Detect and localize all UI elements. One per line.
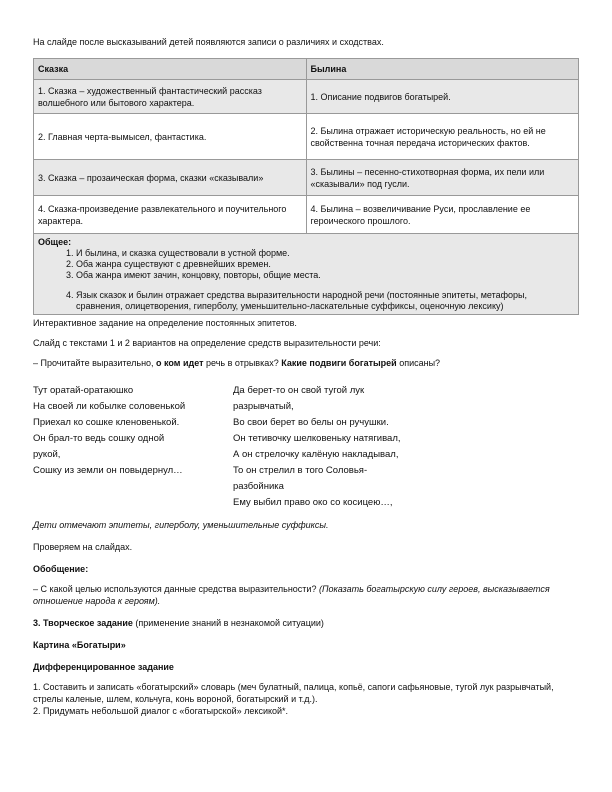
verse-line: Он брал-то ведь сошку одной	[33, 433, 165, 444]
verse-right	[233, 383, 453, 511]
table-row-common	[34, 234, 579, 315]
question-part: – Прочитайте выразительно,	[33, 358, 157, 368]
table-row	[34, 80, 579, 114]
table-cell: 2. Главная черта-вымысел, фантастика.	[34, 114, 307, 160]
verse-line: разрывчатый,	[233, 401, 294, 412]
header-bylina: Былина	[306, 59, 579, 80]
creative-rest: (применение знаний в незнакомой ситуации)	[132, 618, 324, 628]
table-row	[34, 196, 579, 234]
diff-task-title: Дифференцированное задание	[33, 662, 174, 672]
task1-text: Интерактивное задание на определение постоянных эпитетов.	[33, 318, 297, 328]
comparison-table	[33, 58, 579, 315]
creative-task	[33, 617, 579, 629]
table-cell: 4. Былина – возвеличивание Руси, прославление ее героического прошлого.	[306, 196, 579, 234]
question-bold: Какие подвиги богатырей	[281, 358, 397, 368]
table-cell: 1. Сказка – художественный фантастический рассказ волшебного или бытового характера.	[34, 80, 307, 114]
table-cell: 3. Былины – песенно-стихотворная форма, их пели или «сказывали» под гусли.	[306, 160, 579, 196]
list-item: 4. Язык сказок и былин отражает средства выразительности народной речи (постоянные эпитеты, метафоры, сравнения, олицетворения, гиперболу, уменьшительно-ласкательные суффиксы, оценочную лексику)	[76, 290, 574, 312]
verse-line: Он тетивочку шелковеньку натягивал,	[233, 433, 401, 444]
question-part: речь в отрывках?	[203, 358, 282, 368]
summary-answer: (Показать богатырскую силу героев, высказывается отношение народа к героям).	[33, 584, 550, 606]
table-header-row	[34, 59, 579, 80]
table-cell: 2. Былина отражает историческую реальность, но ей не свойственна точная передача исторических фактов.	[306, 114, 579, 160]
picture-title: Картина «Богатыри»	[33, 640, 126, 650]
verse-line: Да берет-то он свой тугой лук	[233, 385, 365, 396]
table-cell: 4. Сказка-произведение развлекательного и поучительного характера.	[34, 196, 307, 234]
summary-question: – С какой целью используются данные средства выразительности?	[33, 584, 319, 594]
question-part: описаны?	[396, 358, 441, 368]
task-item-1: 1. Составить и записать «богатырский» словарь (меч булатный, палица, копьё, сапоги сафьяновые, тугой лук разрывчатый, стрелы каленые, шлем, кольчуга, конь вороной, богатырский и т.д.).	[33, 682, 554, 704]
summary-title: Обобщение:	[33, 564, 89, 574]
creative-bold: 3. Творческое задание	[33, 618, 133, 628]
verse-block	[33, 383, 579, 511]
verse-line: Сошку из земли он повыдернул…	[33, 465, 183, 476]
table-row	[34, 160, 579, 196]
verse-line: А он стрелочку калёную накладывал,	[233, 449, 399, 460]
slide-text: Слайд с текстами 1 и 2 вариантов на определение средств выразительности речи:	[33, 338, 381, 348]
task-item-2: 2. Придумать небольшой диалог с «богатырской» лексикой*.	[33, 706, 289, 716]
verse-line: На своей ли кобылке соловенькой	[33, 401, 186, 412]
list-item: 2. Оба жанра существуют с древнейших времен.	[76, 259, 574, 270]
verse-line: То он стрелил в того Соловья-	[233, 465, 368, 476]
question-text	[33, 357, 579, 369]
summary-text	[33, 583, 579, 607]
common-list	[38, 248, 574, 312]
list-item: 3. Оба жанра имеют зачин, концовку, повторы, общие места.	[76, 270, 574, 281]
common-cell	[34, 234, 579, 315]
intro-text: На слайде после высказываний детей появляются записи о различиях и сходствах.	[33, 37, 384, 47]
verse-line: рукой,	[33, 449, 61, 460]
table-cell: 1. Описание подвигов богатырей.	[306, 80, 579, 114]
table-cell: 3. Сказка – прозаическая форма, сказки «сказывали»	[34, 160, 307, 196]
header-skazka: Сказка	[34, 59, 307, 80]
verse-left	[33, 383, 233, 511]
verse-line: разбойника	[233, 481, 284, 492]
verse-line: Приехал ко сошке кленовенькой.	[33, 417, 180, 428]
verse-line: Ему выбил право око со косицею…,	[233, 497, 393, 508]
verse-line: Тут оратай-оратаюшко	[33, 385, 134, 396]
common-title: Общее:	[38, 237, 72, 247]
question-bold: о ком идет	[156, 358, 204, 368]
verse-line: Во свои берет во белы он ручушки.	[233, 417, 389, 428]
list-item: 1. И былина, и сказка существовали в устной форме.	[76, 248, 574, 259]
table-row	[34, 114, 579, 160]
document-page	[33, 36, 579, 717]
check-text: Проверяем на слайдах.	[33, 542, 133, 552]
kids-note: Дети отмечают эпитеты, гиперболу, уменьшительные суффиксы.	[33, 520, 329, 530]
